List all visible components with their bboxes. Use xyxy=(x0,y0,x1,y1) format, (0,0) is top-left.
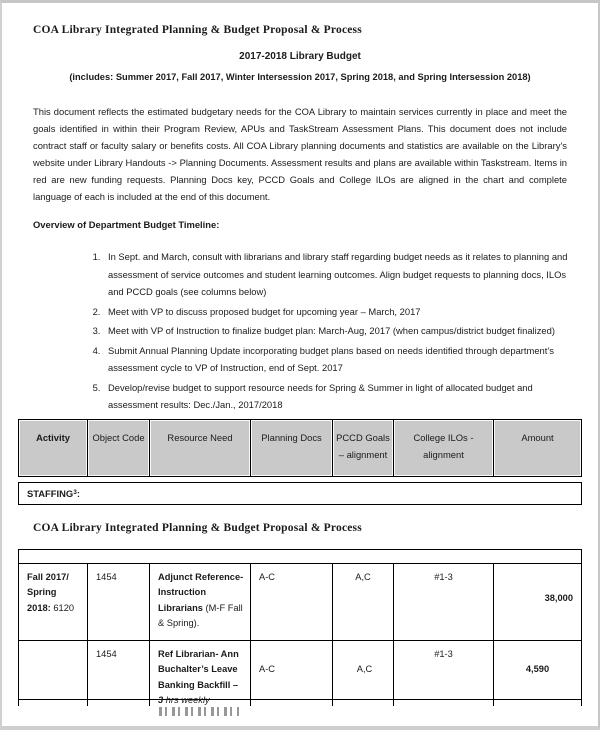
header-cell-college-ilos: College ILOs - alignment xyxy=(394,420,494,476)
activity-cell xyxy=(19,641,88,699)
header-cell-activity: Activity xyxy=(19,420,88,476)
header-cell-object-code: Object Code xyxy=(88,420,150,476)
college-ilos-cell: #1-3 xyxy=(394,564,494,640)
intro-paragraph: This document reflects the estimated budgetary needs for the COA Library to maintain services currently in place and meet the goals identified in within their Program Review, APUs and TaskStream Assessment Plans. This document does not include contract staff or faculty salary or benefits costs. All COA Library planning documents and statistics are available on the Library’s website under Library Handouts -> Planning Documents. Assessment results and plans are available within Taskstream. Items in red are new funding requests. Planning Docs key, PCCD Goals and College ILOs are aligned in the chart and complete language of each is included at the end of this document. xyxy=(33,106,567,202)
includes-line: (includes: Summer 2017, Fall 2017, Winter Intersession 2017, Spring 2018, and Spring Intersession 2018) xyxy=(69,72,531,82)
resource-need-cell: Ref Librarian- Ann Buchalter’s Leave Banking Backfill – 3 hrs weekly xyxy=(150,641,251,699)
timeline-item-5: 5. Develop/revise budget to support resource needs for Spring & Summer in light of allocated budget and assessment results: Dec./Jan., 2017/2018 xyxy=(103,379,568,414)
amount-cell: 4,590 xyxy=(525,663,550,674)
timeline-item-2: 2. Meet with VP to discuss proposed budget for upcoming year – March, 2017 xyxy=(103,303,568,321)
staffing-row: STAFFING 3 : xyxy=(18,482,582,505)
timeline-item-3: 3. Meet with VP of Instruction to finalize budget plan: March-Aug, 2017 (when campus/district budget finalized) xyxy=(103,322,568,340)
section-title-2: COA Library Integrated Planning & Budget Proposal & Process xyxy=(33,521,362,534)
pccd-goals-cell: A,C xyxy=(333,564,394,640)
timeline-item-4: 4. Submit Annual Planning Update incorporating budget plans based on needs identified through department’s assessment cycle to VP of Instruction, end of Sept. 2017 xyxy=(103,342,568,377)
planning-docs-cell: A-C xyxy=(251,641,333,699)
object-code-cell: 1454 xyxy=(88,641,150,699)
budget-table-header-section xyxy=(18,419,582,505)
header-cell-planning-docs: Planning Docs xyxy=(251,420,333,476)
document-content xyxy=(2,3,598,706)
college-ilos-cell: #1-3 xyxy=(394,641,494,699)
pccd-goals-cell: A,C xyxy=(333,641,394,699)
budget-table-body xyxy=(18,549,582,706)
budget-subtitle: 2017-2018 Library Budget xyxy=(239,51,361,62)
amount-cell: 38,000 xyxy=(544,592,573,603)
header-cell-amount: Amount xyxy=(494,420,581,476)
activity-cell: Fall 2017/ Spring 2018: 6120 xyxy=(19,564,88,640)
budget-table-header-row xyxy=(18,419,582,477)
clipped-row xyxy=(19,700,581,706)
header-cell-pccd-goals: PCCD Goals – alignment xyxy=(333,420,394,476)
budget-row-1 xyxy=(19,564,581,641)
staffing-label: STAFFING xyxy=(27,487,74,499)
staffing-colon: : xyxy=(76,487,80,499)
resource-need-cell: Adjunct Reference-Instruction Librarians (M-F Fall & Spring). xyxy=(150,564,251,640)
timeline-heading: Overview of Department Budget Timeline: xyxy=(33,219,220,230)
object-code-cell: 1454 xyxy=(88,564,150,640)
timeline-list xyxy=(33,248,568,414)
timeline-item-1: 1. In Sept. and March, consult with librarians and library staff regarding budget needs as it relates to planning and assessment of service outcomes and student learning outcomes. Align budget requests to planning docs, ILOs and PCCD goals (see columns below) xyxy=(103,248,568,301)
clipped-text-fragment xyxy=(150,700,251,706)
empty-row xyxy=(19,550,581,564)
header-cell-resource-need: Resource Need xyxy=(150,420,251,476)
budget-row-2 xyxy=(19,641,581,706)
planning-docs-cell: A-C xyxy=(251,564,333,640)
page-title: COA Library Integrated Planning & Budget Proposal & Process xyxy=(33,24,362,36)
